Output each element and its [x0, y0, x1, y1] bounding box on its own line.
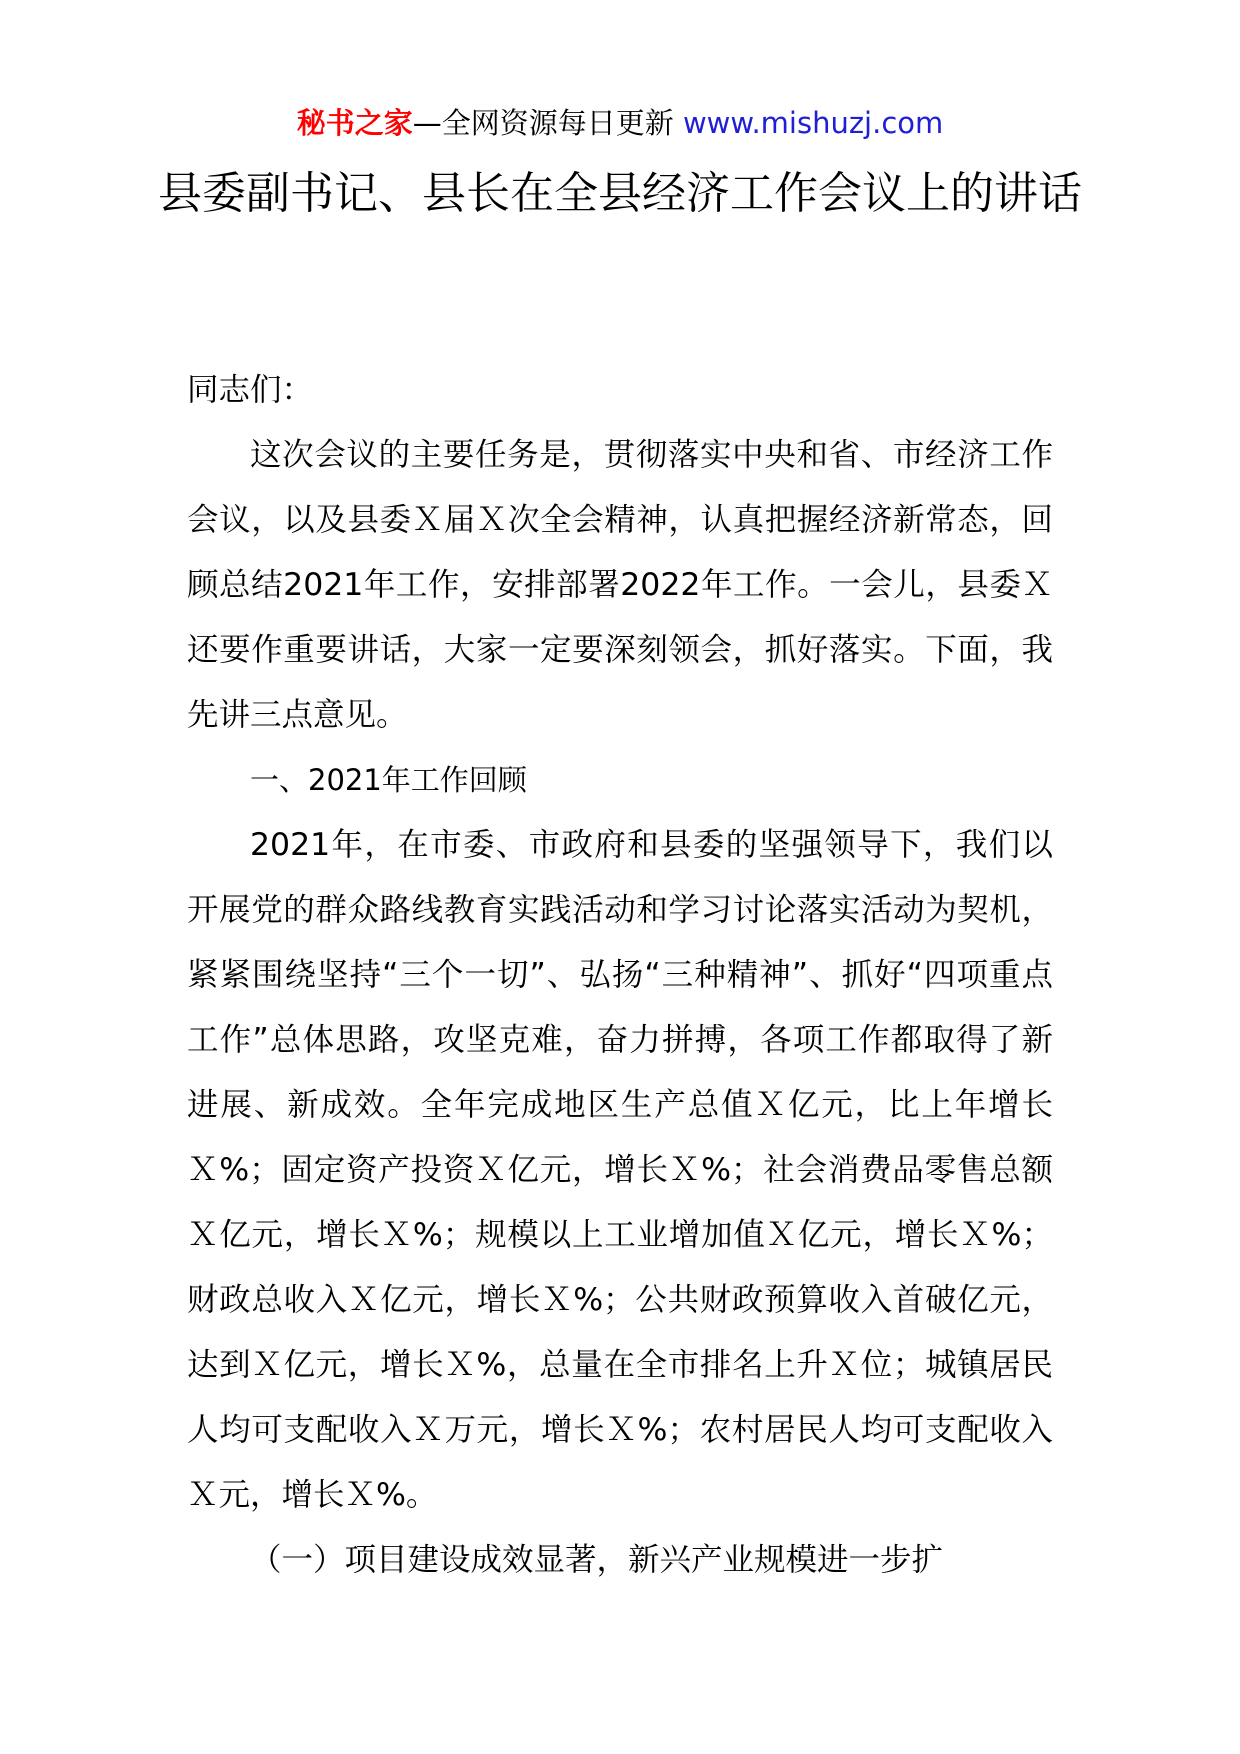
- site-tagline: —全网资源每日更新: [412, 106, 683, 140]
- review-paragraph: 2021年，在市委、市政府和县委的坚强领导下，我们以开展党的群众路线教育实践活动和学习讨论落实活动为契机，紧紧围绕坚持“三个一切”、弘扬“三种精神”、抓好“四项重点工作”总体思路，攻坚克难，奋力拼搏，各项工作都取得了新进展、新成效。全年完成地区生产总值Ｘ亿元，比上年增长Ｘ%；固定资产投资Ｘ亿元，增长Ｘ%；社会消费品零售总额Ｘ亿元，增长Ｘ%；规模以上工业增加值Ｘ亿元，增长Ｘ%；财政总收入Ｘ亿元，增长Ｘ%；公共财政预算收入首破亿元，达到Ｘ亿元，增长Ｘ%，总量在全市排名上升Ｘ位；城镇居民人均可支配收入Ｘ万元，增长Ｘ%；农村居民人均可支配收入Ｘ元，增长Ｘ%。: [187, 827, 1053, 1513]
- intro-paragraph: 这次会议的主要任务是，贯彻落实中央和省、市经济工作会议，以及县委Ｘ届Ｘ次全会精神，认真把握经济新常态，回顾总结2021年工作，安排部署2022年工作。一会儿，县委Ｘ还要作重要讲话，大家一定要深刻领会，抓好落实。下面，我先讲三点意见。: [187, 437, 1053, 733]
- site-header: [0, 102, 1240, 144]
- site-brand: 秘书之家: [296, 106, 413, 140]
- subsection-heading: （一）项目建设成效显著，新兴产业规模进一步扩: [250, 1542, 944, 1578]
- site-url-link[interactable]: www.mishuzj.com: [682, 106, 944, 140]
- section-heading: 一、2021年工作回顾: [250, 763, 527, 797]
- document-body: [187, 358, 1053, 1593]
- document-title: 县委副书记、县长在全县经济工作会议上的讲话: [158, 168, 1082, 219]
- salutation: 同志们：: [187, 372, 314, 408]
